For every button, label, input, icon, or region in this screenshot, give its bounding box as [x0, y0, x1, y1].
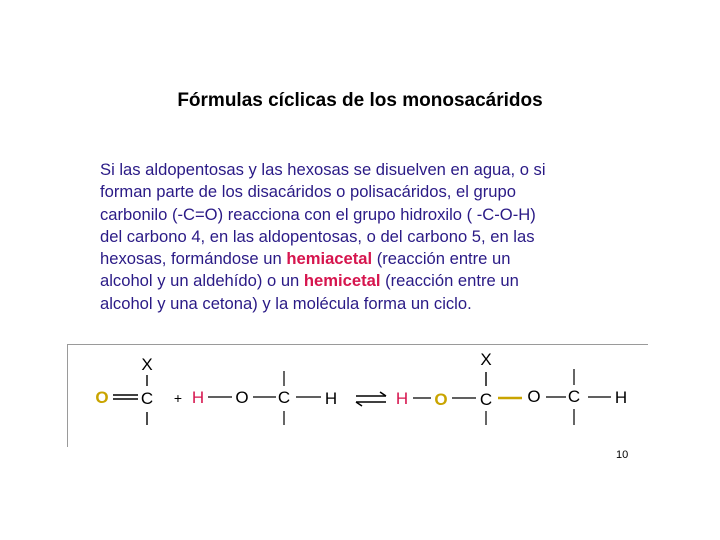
reaction-svg	[68, 345, 648, 447]
atom-h: H	[614, 388, 628, 407]
paragraph-line	[100, 270, 670, 292]
atom-o: O	[527, 387, 541, 406]
atom-h: H	[324, 389, 338, 408]
reaction-diagram	[67, 344, 648, 447]
text-segment: hexosas, formándose un	[100, 249, 287, 269]
highlight-hemiacetal: hemiacetal	[286, 249, 373, 269]
paragraph-line	[100, 248, 670, 270]
atom-o: O	[235, 388, 249, 407]
paragraph-line: carbonilo (-C=O) reacciona con el grupo hidroxilo ( -C-O-H)	[100, 204, 536, 224]
atom-c: C	[277, 388, 291, 407]
atom-o: O	[95, 388, 109, 407]
text-segment: (reacción entre un	[380, 271, 519, 291]
paragraph-line: forman parte de los disacáridos o polisacáridos, el grupo	[100, 182, 516, 202]
atom-o: O	[434, 390, 448, 409]
atom-x: X	[141, 355, 153, 374]
text-segment: alcohol y un aldehído) o un	[100, 271, 304, 291]
page-number: 10	[616, 449, 629, 461]
text-segment: (reacción entre un	[372, 249, 511, 269]
atom-c: C	[479, 390, 493, 409]
plus-sign: +	[173, 390, 183, 406]
paragraph-line: Si las aldopentosas y las hexosas se disuelven en agua, o si	[100, 160, 546, 179]
paragraph-line: alcohol y una cetona) y la molécula forma un ciclo.	[100, 293, 472, 313]
page-title: Fórmulas cíclicas de los monosacáridos	[177, 90, 543, 111]
atom-x: X	[480, 350, 492, 369]
atom-h: H	[395, 389, 409, 408]
atom-h: H	[191, 388, 205, 407]
highlight-hemicetal: hemicetal	[303, 271, 381, 291]
body-paragraph	[100, 159, 670, 315]
paragraph-line: del carbono 4, en las aldopentosas, o del carbono 5, en las	[100, 226, 535, 246]
atom-c: C	[567, 387, 581, 406]
atom-c: C	[140, 389, 154, 408]
